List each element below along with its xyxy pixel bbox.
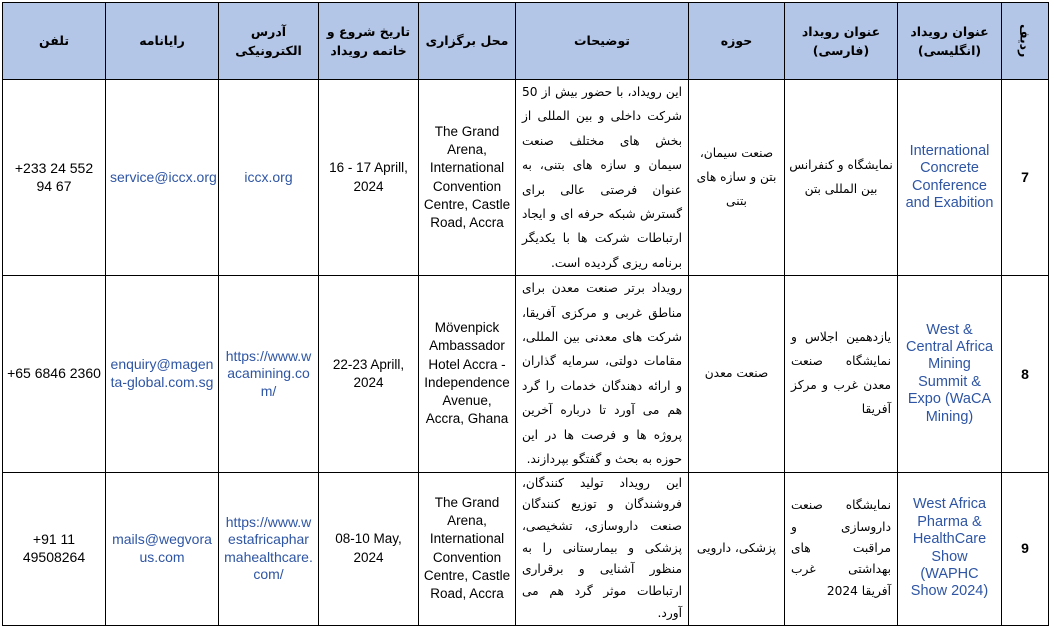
- email-link[interactable]: mails@wegvoraus.com: [106, 472, 219, 625]
- header-row-number-label: ردیف: [1017, 24, 1033, 58]
- description-cell: این رویداد تولید کنندگان، فروشندگان و توزیع کنندگان صنعت داروسازی، تشخیصی، پزشکی و بیمارستانی را به منظور آشنایی و برقراری ارتباطات موثر گرد هم می آورد.: [516, 472, 689, 625]
- header-venue: محل برگزاری: [419, 3, 516, 80]
- description-cell: رویداد برتر صنعت معدن برای مناطق غربی و مرکزی آفریقا، شرکت های معدنی بین المللی، مقامات دولتی، سرمایه گذاران و ارائه دهندگان خدمات را گرد هم می آورد تا درباره آخرین پروژه ها و فرصت ها در این حوزه به بحث و گفتگو بپردازند.: [516, 276, 689, 472]
- title-fa-cell: نمایشگاه و کنفرانس بین المللی بتن: [785, 80, 898, 276]
- table-row: [3, 80, 1049, 276]
- header-title-fa: عنوان رویداد (فارسی): [785, 3, 898, 80]
- title-en-cell: [898, 276, 1002, 472]
- phone-cell: +65 6846 2360: [3, 276, 106, 472]
- table-row: [3, 276, 1049, 472]
- header-field: حوزه: [689, 3, 785, 80]
- venue-cell: The Grand Arena, International Convention Centre, Castle Road, Accra: [419, 80, 516, 276]
- header-phone: تلفن: [3, 3, 106, 80]
- description-cell: این رویداد، با حضور بیش از 50 شرکت داخلی و بین المللی از بخش های مختلف صنعت سیمان و سازه های بتنی، به عنوان فرصتی عالی برای گسترش شبکه حرفه ای و ایجاد ارتباطات شرکت ها با یکدیگر برنامه ریزی گردیده است.: [516, 80, 689, 276]
- title-fa-cell: یازدهمین اجلاس و نمایشگاه صنعت معدن غرب و مرکز آفریقا: [785, 276, 898, 472]
- venue-cell: The Grand Arena, International Convention Centre, Castle Road, Accra: [419, 472, 516, 625]
- row-number-cell: 9: [1002, 472, 1049, 625]
- title-en-cell: [898, 80, 1002, 276]
- dates-cell: 08-10 May, 2024: [319, 472, 419, 625]
- website-link[interactable]: iccx.org: [219, 80, 319, 276]
- header-row: [3, 3, 1049, 80]
- header-dates: تاریخ شروع و خاتمه رویداد: [319, 3, 419, 80]
- events-table: [2, 2, 1049, 626]
- phone-cell: +233 24 552 94 67: [3, 80, 106, 276]
- email-link[interactable]: service@iccx.org: [106, 80, 219, 276]
- field-cell: صنعت معدن: [689, 276, 785, 472]
- title-en-text: West & Central Africa Mining Summit & Expo (WaCA Mining): [905, 321, 994, 425]
- header-description: توضیحات: [516, 3, 689, 80]
- title-en-text: International Concrete Conference and Exabition: [905, 142, 994, 212]
- row-number-cell: 7: [1002, 80, 1049, 276]
- website-link[interactable]: https://www.wacamining.com/: [219, 276, 319, 472]
- table-row: [3, 472, 1049, 625]
- header-row-number: [1002, 3, 1049, 80]
- field-cell: پزشکی، دارویی: [689, 472, 785, 625]
- title-fa-cell: نمایشگاه صنعت داروسازی و مراقبت های بهداشتی غرب آفریقا 2024: [785, 472, 898, 625]
- events-table-wrapper: [2, 2, 1049, 626]
- venue-cell: Mövenpick Ambassador Hotel Accra - Independence Avenue, Accra, Ghana: [419, 276, 516, 472]
- title-en-cell: [898, 472, 1002, 625]
- header-email: رایانامه: [106, 3, 219, 80]
- email-link[interactable]: enquiry@magenta-global.com.sg: [106, 276, 219, 472]
- field-cell: صنعت سیمان، بتن و سازه های بتنی: [689, 80, 785, 276]
- website-link[interactable]: https://www.westafricapharmahealthcare.com/: [219, 472, 319, 625]
- header-website: آدرس الکترونیکی: [219, 3, 319, 80]
- row-number-cell: 8: [1002, 276, 1049, 472]
- header-title-en: عنوان رویداد (انگلیسی): [898, 3, 1002, 80]
- dates-cell: 22-23 Aprill, 2024: [319, 276, 419, 472]
- dates-cell: 16 - 17 Aprill, 2024: [319, 80, 419, 276]
- phone-cell: +91 11 49508264: [3, 472, 106, 625]
- title-en-text: West Africa Pharma & HealthCare Show (WAPHC Show 2024): [910, 496, 989, 600]
